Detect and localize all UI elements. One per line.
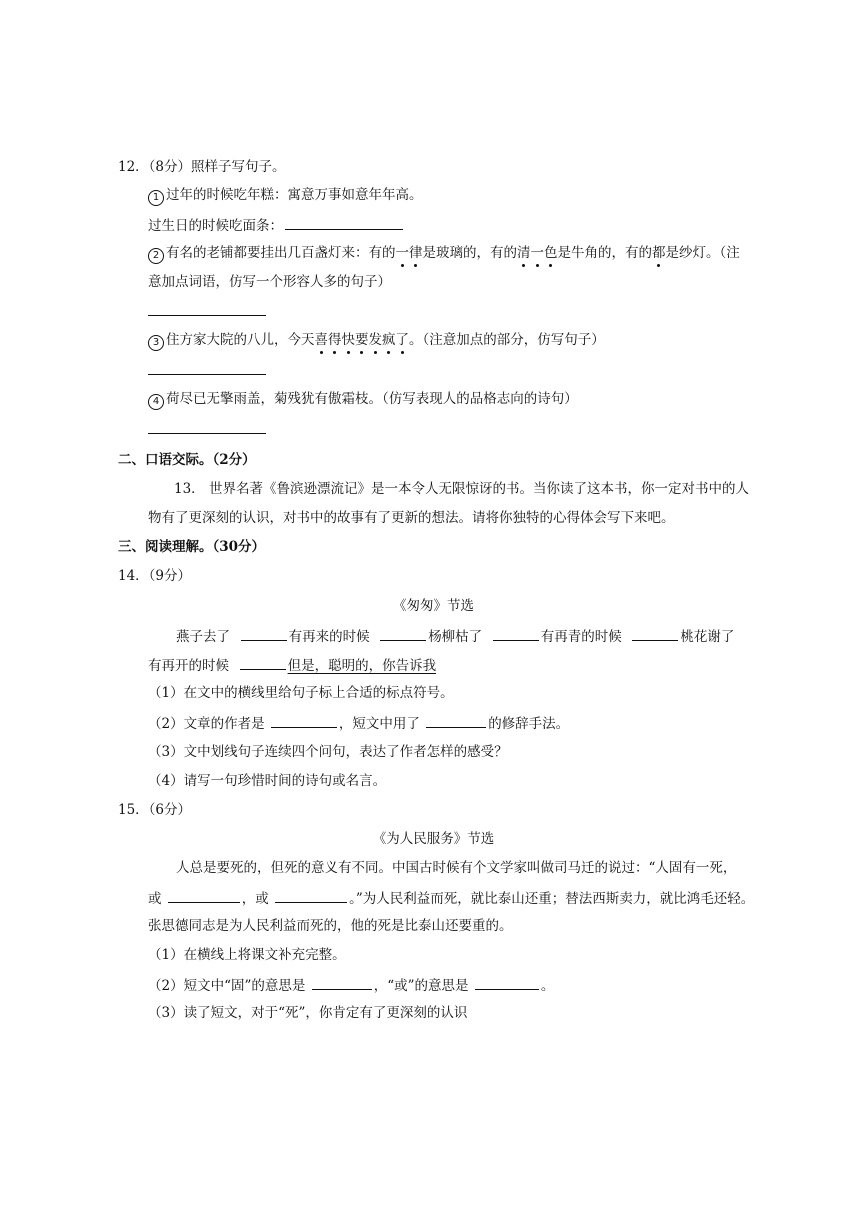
q15-header: 15．（6分） bbox=[118, 802, 192, 818]
dotted-char: 喜 bbox=[314, 332, 328, 348]
dotted-char: 得 bbox=[328, 332, 342, 348]
circled-number-2: 2 bbox=[148, 248, 164, 264]
q14-passage-line-1 bbox=[176, 626, 734, 646]
dotted-word-3 bbox=[652, 245, 666, 261]
q12-header: 12．（8分）照样子写句子。 bbox=[118, 159, 286, 175]
dotted-char: 都 bbox=[652, 245, 666, 261]
passage-text: 。”为人民利益而死，就比泰山还重；替法西斯卖力，就比鸿毛还轻。 bbox=[349, 891, 755, 907]
q12-item-2-text-d: 是纱灯。（注 bbox=[665, 245, 740, 261]
passage-text: 有再开的时候 bbox=[148, 658, 229, 674]
answer-blank[interactable] bbox=[493, 626, 539, 641]
answer-blank[interactable] bbox=[240, 655, 286, 670]
q12-item-2-text-c: 是牛角的，有的 bbox=[557, 245, 652, 261]
q13-line-2: 物有了更深刻的认识，对书中的故事有了更新的想法。请将你独特的心得体会写下来吧。 bbox=[148, 510, 675, 526]
passage-text: 燕子去了 bbox=[176, 629, 230, 645]
passage-text: 有再来的时候 bbox=[288, 629, 370, 645]
q15-passage-title: 《为人民服务》节选 bbox=[372, 831, 495, 847]
passage-text: ，或 bbox=[241, 891, 269, 907]
dotted-char: 要 bbox=[355, 332, 369, 348]
q14-sub-3: （3）文中划线句子连续四个问句，表达了作者怎样的感受？ bbox=[148, 744, 508, 760]
circled-number-4: 4 bbox=[148, 394, 164, 410]
question-text: 。 bbox=[540, 978, 555, 994]
q14-sub-4: （4）请写一句珍惜时间的诗句或名言。 bbox=[148, 773, 387, 789]
q14-sub-2 bbox=[148, 713, 569, 733]
q15-passage-line-1: 人总是要死的，但死的意义有不同。中国古时候有个文学家叫做司马迁的说过：“人固有一死， bbox=[176, 860, 737, 876]
q12-item-1-prompt: 过生日的时候吃面条： bbox=[148, 218, 283, 234]
q12-item-4-text: 荷尽已无擎雨盖，菊残犹有傲霜枝。（仿写表现人的品格志向的诗句） bbox=[166, 391, 578, 407]
answer-blank[interactable] bbox=[275, 888, 347, 903]
answer-blank[interactable] bbox=[380, 626, 426, 641]
q12-item-2 bbox=[148, 244, 740, 264]
q12-item-3-text-b: 。（注意加点的部分，仿写句子） bbox=[409, 332, 605, 348]
underlined-sentence: 但是，聪明的，你告诉我 bbox=[287, 658, 437, 674]
q15-sub-1: （1）在横线上将课文补充完整。 bbox=[148, 947, 346, 963]
answer-line[interactable] bbox=[148, 315, 266, 316]
q15-sub-2 bbox=[148, 975, 554, 995]
dotted-char: 律 bbox=[409, 245, 423, 261]
q12-item-2-text-b: 是玻璃的，有的 bbox=[422, 245, 517, 261]
q14-sub-1: （1）在文中的横线里给句子标上合适的标点符号。 bbox=[148, 685, 454, 701]
question-text: ，短文中用了 bbox=[338, 716, 420, 732]
q12-item-4 bbox=[148, 390, 578, 410]
dotted-char: 一 bbox=[395, 245, 409, 261]
answer-line[interactable] bbox=[148, 374, 266, 375]
q12-item-1-answer bbox=[148, 215, 405, 235]
question-text: （2）短文中“固”的意思是 bbox=[148, 978, 306, 994]
q15-sub-3: （3）读了短文，对于“死”，你肯定有了更深刻的认识 bbox=[148, 1005, 468, 1021]
q12-item-1-text: 过年的时候吃年糕：寓意万事如意年年高。 bbox=[166, 187, 423, 203]
q14-passage-title: 《匆匆》节选 bbox=[393, 598, 474, 614]
dotted-char: 色 bbox=[544, 245, 558, 261]
dotted-char: 了 bbox=[395, 332, 409, 348]
dotted-char: 疯 bbox=[382, 332, 396, 348]
dotted-char: 快 bbox=[341, 332, 355, 348]
dotted-char: 清 bbox=[517, 245, 531, 261]
answer-blank[interactable] bbox=[168, 888, 240, 903]
q12-item-3 bbox=[148, 331, 605, 351]
passage-text: 有再青的时候 bbox=[540, 629, 622, 645]
q15-passage-line-2 bbox=[148, 888, 754, 908]
section-3-title: 三、阅读理解。（30分） bbox=[118, 539, 266, 555]
q14-passage-line-2 bbox=[148, 655, 436, 675]
answer-line[interactable] bbox=[148, 433, 266, 434]
dotted-char: 发 bbox=[368, 332, 382, 348]
answer-blank[interactable] bbox=[241, 626, 287, 641]
answer-blank[interactable] bbox=[312, 975, 372, 990]
q12-item-3-text-a: 住方家大院的八儿，今天 bbox=[166, 332, 315, 348]
passage-text: 或 bbox=[148, 891, 162, 907]
passage-text: 杨柳枯了 bbox=[428, 629, 483, 645]
circled-number-1: 1 bbox=[148, 190, 164, 206]
question-text: 的修辞手法。 bbox=[488, 716, 570, 732]
q12-item-1 bbox=[148, 186, 423, 206]
q13-line-1: 13． 世界名著《鲁滨逊漂流记》是一本令人无限惊讶的书。当你读了这本书，你一定对书中的人 bbox=[174, 481, 749, 497]
passage-text: 桃花谢了 bbox=[680, 629, 735, 645]
dotted-phrase bbox=[315, 332, 410, 348]
dotted-word-2 bbox=[517, 245, 558, 261]
question-text: ，“或”的意思是 bbox=[373, 978, 469, 994]
answer-blank[interactable] bbox=[475, 975, 539, 990]
dotted-char: 一 bbox=[530, 245, 544, 261]
q15-passage-line-3: 张思德同志是为人民利益而死的，他的死是比泰山还要重的。 bbox=[148, 918, 513, 934]
section-2-title: 二、口语交际。（2分） bbox=[118, 452, 256, 468]
answer-blank[interactable] bbox=[426, 713, 486, 728]
answer-blank[interactable] bbox=[632, 626, 678, 641]
q12-item-2-text-a: 有名的老铺都要挂出几百盏灯来：有的 bbox=[166, 245, 396, 261]
circled-number-3: 3 bbox=[148, 335, 164, 351]
dotted-word-1 bbox=[396, 245, 423, 261]
answer-blank[interactable] bbox=[285, 215, 403, 230]
q12-item-2-line2: 意加点词语，仿写一个形容人多的句子） bbox=[148, 274, 391, 290]
q14-header: 14．（9分） bbox=[118, 568, 192, 584]
question-text: （2）文章的作者是 bbox=[148, 716, 265, 732]
answer-blank[interactable] bbox=[271, 713, 337, 728]
